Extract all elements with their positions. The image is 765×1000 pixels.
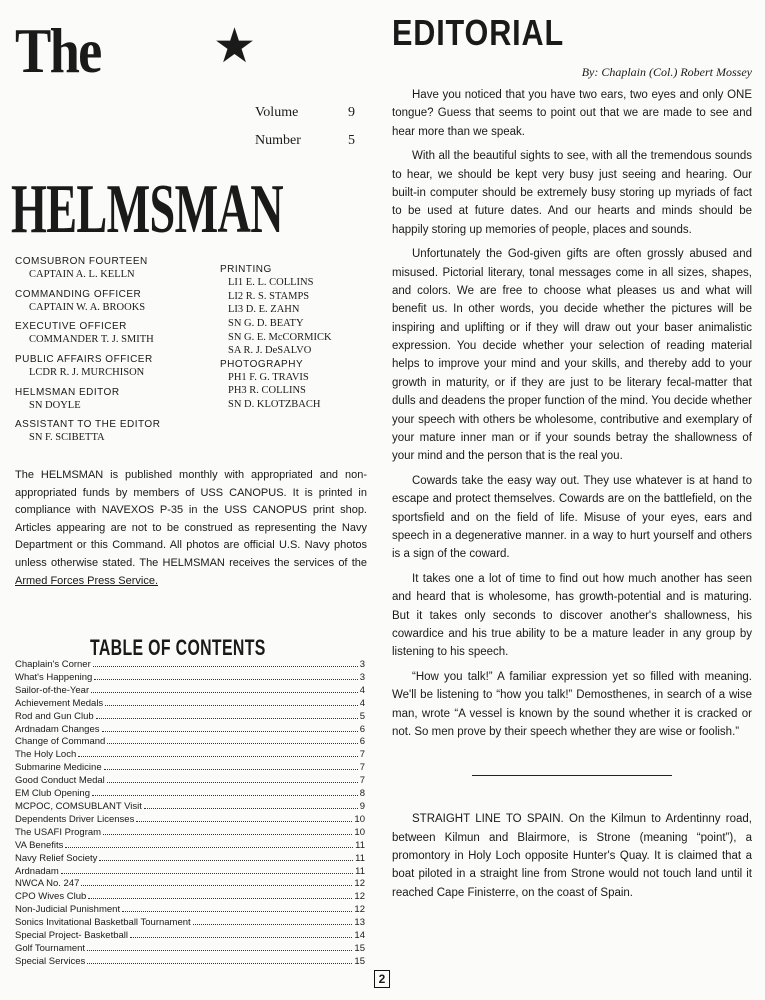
staff-name: CAPTAIN A. L. KELLN: [29, 269, 135, 280]
toc-item-page: 11: [355, 839, 365, 851]
toc-item: [15, 943, 365, 956]
toc-item: [15, 814, 365, 827]
press-service-name: Armed Forces Press Service.: [15, 574, 159, 587]
masthead-title: HELMSMAN: [11, 171, 283, 248]
toc-leader: [92, 795, 358, 796]
publication-notice-text: The HELMSMAN is published monthly with appropriated and non-appropriated funds by members of USS CANOPUS. It is printed in compliance with NAVEXOS P-35 in the USS CANOPUS print shop. Articles appearing are not to be construed as representing the Navy Department or this Command. All photos are official U.S. Navy photos unless otherwise stated. The HELMSMAN receives the services of the: [15, 469, 367, 569]
toc-item-title: Submarine Medicine: [15, 762, 102, 774]
toc-item-title: Chaplain's Corner: [15, 659, 91, 670]
toc-item: [15, 930, 365, 943]
toc-leader: [136, 821, 352, 822]
volume-number-block: [255, 105, 355, 161]
publication-notice: [15, 467, 367, 590]
toc-item-page: 12: [354, 904, 365, 916]
toc-title: TABLE OF CONTENTS: [90, 635, 266, 660]
toc-item-page: 4: [359, 697, 365, 709]
staff-role: ASSISTANT TO THE EDITOR: [15, 419, 161, 431]
toc-leader: [103, 834, 352, 835]
toc-item-page: 3: [359, 659, 365, 670]
staff-name: SN DOYLE: [29, 399, 81, 411]
toc-item-title: Sailor-of-the-Year: [15, 684, 90, 696]
printing-name: LI1 E. L. COLLINS: [228, 277, 314, 288]
staff-role: PUBLIC AFFAIRS OFFICER: [15, 353, 153, 365]
toc-item: [15, 788, 365, 801]
toc-item-page: 6: [359, 723, 365, 735]
toc-item: [15, 840, 365, 853]
toc-item: [15, 749, 365, 762]
toc-leader: [104, 769, 358, 770]
toc-leader: [87, 950, 352, 951]
spain-article: STRAIGHT LINE TO SPAIN. On the Kilmun to Ardentinny road, between Kilmun and Blairmore, is Strone (meaning “point”), a promontory in Holy Loch opposite Hunter's Quay. It is claimed that a boat piloted in a straight line from Strone would not touch land until it reached Cape Finisterre, on the coast of Spain.: [392, 813, 752, 899]
toc-item: [15, 891, 365, 904]
toc-item: [15, 878, 365, 891]
toc-item-page: 8: [359, 788, 365, 800]
toc-item-title: Change of Command: [15, 736, 106, 748]
toc-item-page: 10: [354, 813, 365, 825]
toc-leader: [105, 705, 358, 706]
staff-name: COMMANDER T. J. SMITH: [29, 334, 154, 346]
number-label: Number: [255, 133, 301, 148]
toc-item: [15, 827, 365, 840]
staff-list-left: [15, 255, 220, 451]
photography-name: PH3 R. COLLINS: [228, 385, 306, 397]
toc-item-title: Achievement Medals: [15, 697, 104, 709]
toc-item: [15, 659, 365, 672]
toc-item-page: 13: [354, 917, 365, 929]
toc-item-title: Ardnadam Changes: [15, 723, 100, 735]
toc-item: [15, 956, 365, 969]
volume-value: 9: [348, 105, 355, 120]
toc-item-page: 12: [354, 891, 365, 903]
volume-label: Volume: [255, 105, 299, 120]
photography-label: PHOTOGRAPHY: [220, 358, 304, 370]
toc-item-page: 15: [354, 942, 365, 954]
printing-name: SN G. E. McCORMICK: [228, 331, 332, 343]
staff-name: CAPTAIN W. A. BROOKS: [29, 301, 146, 313]
toc-leader: [87, 963, 352, 964]
toc-item: [15, 736, 365, 749]
toc-item-page: 12: [354, 878, 365, 890]
toc-leader: [107, 743, 357, 744]
photography-name: PH1 F. G. TRAVIS: [228, 371, 309, 383]
toc-item-page: 5: [359, 710, 365, 722]
toc-item-page: 4: [359, 684, 365, 696]
editorial-paragraph: It takes one a lot of time to find out how much another has seen and heard that is wholesome, has growth-potential and is maturing. But it takes only seconds to discover another's shallowness, his cowardice and his true ability to be a mature leader in any group by listening to his speech.: [392, 572, 752, 659]
star-icon: ★: [213, 20, 257, 73]
toc-item-title: Special Project- Basketball: [15, 930, 128, 942]
toc-leader: [130, 937, 352, 938]
toc-item-page: 7: [359, 749, 365, 761]
staff-role: EXECUTIVE OFFICER: [15, 321, 127, 333]
editorial-paragraph: Unfortunately the God-given gifts are often grossly abused and misused. Pictorial literary, tonal messages come in all sizes, shapes, and colors. We are free to choose what pleases us and what will benefit us. In other words, you decide whether the pictures will be inspiring and uplifting or if they will draw out your baser animalistic expression. You decide whether your selection of reading material helps to improve your mind and your skills, and thereby add to your growth in maturity, or if they are just to be literary fecal-matter that dulls and deadens the proper function of the mind. You decide whether your speech with others be wholesome, contributive and exemplary of your mature inner man or if your sounds betray the shallowness of your mind and the person that is the real you.: [392, 248, 752, 463]
toc-leader: [61, 873, 353, 874]
toc-item: [15, 724, 365, 737]
toc-item: [15, 853, 365, 866]
toc-item-page: 11: [355, 852, 365, 864]
toc-item: [15, 904, 365, 917]
masthead-the: The: [15, 15, 101, 86]
toc-leader: [99, 860, 353, 861]
staff-name: SN F. SCIBETTA: [29, 432, 105, 444]
right-column: [392, 12, 752, 902]
toc-item-title: Navy Relief Society: [15, 852, 98, 864]
toc-item-title: Non-Judicial Punishment: [15, 904, 121, 916]
toc-item: [15, 698, 365, 711]
toc-item: [15, 917, 365, 930]
toc-item-title: Golf Tournament: [15, 942, 86, 954]
toc-item-title: The USAFI Program: [15, 826, 102, 838]
toc-item-title: EM Club Opening: [15, 788, 90, 800]
toc-item-title: Rod and Gun Club: [15, 710, 94, 722]
toc-item-page: 11: [355, 865, 365, 877]
toc-leader: [122, 911, 352, 912]
toc-leader: [107, 782, 358, 783]
page-number: 2: [374, 970, 390, 988]
toc-item-page: 7: [359, 775, 365, 787]
editorial-paragraph: Have you noticed that you have two ears, two eyes and only ONE tongue? Guess that seems to point out that we are made to see and hear more than we speak.: [392, 89, 752, 138]
toc-item-page: 14: [354, 930, 365, 942]
photography-name: SN D. KLOTZBACH: [228, 399, 321, 411]
staff-role: HELMSMAN EDITOR: [15, 386, 120, 398]
toc-leader: [96, 718, 358, 719]
toc-item-title: Ardnadam: [15, 865, 59, 877]
toc-leader: [144, 808, 358, 809]
printing-name: LI3 D. E. ZAHN: [228, 304, 300, 316]
printing-name: SN G. D. BEATY: [228, 317, 304, 329]
toc-leader: [93, 666, 358, 667]
toc-item: [15, 672, 365, 685]
toc-item-title: NWCA No. 247: [15, 878, 80, 890]
printing-name: SA R. J. DeSALVO: [228, 345, 312, 357]
toc-item-title: Special Services: [15, 955, 86, 967]
toc-item-page: 3: [359, 671, 365, 683]
toc-item: [15, 762, 365, 775]
staff-list-right: [220, 263, 370, 412]
toc-leader: [88, 898, 352, 899]
toc-leader: [102, 731, 358, 732]
toc-item-page: 6: [359, 736, 365, 748]
editorial-paragraph: “How you talk!” A familiar expression yet so filled with meaning. We'll be listening to “how you talk!” Demosthenes, in search of a wise man, wrote “A vessel is known by the sound whether it is cracked or not. So men prove by their speech whether they are wise or foolish.”: [392, 670, 752, 738]
toc-item-title: Sonics Invitational Basketball Tournament: [15, 917, 191, 929]
toc-item-title: MCPOC, COMSUBLANT Visit: [15, 800, 142, 812]
toc-item-title: Dependents Driver Licenses: [15, 813, 135, 825]
toc-item: [15, 866, 365, 879]
toc-item: [15, 801, 365, 814]
toc-item-title: CPO Wives Club: [15, 891, 87, 903]
toc-item: [15, 711, 365, 724]
toc-item-page: 9: [359, 800, 365, 812]
toc-item: [15, 685, 365, 698]
editorial-paragraph: Cowards take the easy way out. They use whatever is at hand to escape and protect themselves. Cowards are on the battlefield, on the sportsfield and on the field of life. Misuse of your eyes, ears and speech in a degenerative manner. in a way to hurt yourself and others is a sign of the coward.: [392, 474, 752, 561]
toc-leader: [91, 692, 358, 693]
printing-label: PRINTING: [220, 264, 272, 275]
printing-name: LI2 R. S. STAMPS: [228, 290, 310, 302]
staff-name: LCDR R. J. MURCHISON: [29, 366, 145, 378]
toc-item-page: 7: [359, 762, 365, 774]
toc-item-title: The Holy Loch: [15, 749, 77, 761]
editorial-title: EDITORIAL: [392, 12, 564, 53]
staff-role: COMMANDING OFFICER: [15, 288, 142, 300]
toc-leader: [81, 885, 352, 886]
editorial-paragraph: With all the beautiful sights to see, with all the tremendous sounds to hear, we should be kept very busy just seeing and hearing. Our built-in computer should be extremely busy storing up myriads of fact to be used at future dates. And our hearts and minds should be happily storing up memories of people, places and sounds.: [392, 150, 752, 236]
toc-item: [15, 775, 365, 788]
toc-item-title: VA Benefits: [15, 839, 64, 851]
toc-item-page: 10: [354, 826, 365, 838]
number-value: 5: [348, 133, 355, 148]
toc-leader: [65, 847, 353, 848]
toc-leader: [78, 756, 357, 757]
table-of-contents: [15, 659, 365, 969]
staff-role: COMSUBRON FOURTEEN: [15, 256, 148, 267]
toc-leader: [193, 924, 353, 925]
toc-item-title: What's Happening: [15, 671, 93, 683]
editorial-byline: By: Chaplain (Col.) Robert Mossey: [581, 65, 752, 79]
toc-item-page: 15: [354, 955, 365, 967]
toc-item-title: Good Conduct Medal: [15, 775, 105, 787]
toc-leader: [94, 679, 357, 680]
section-divider: [472, 775, 672, 776]
